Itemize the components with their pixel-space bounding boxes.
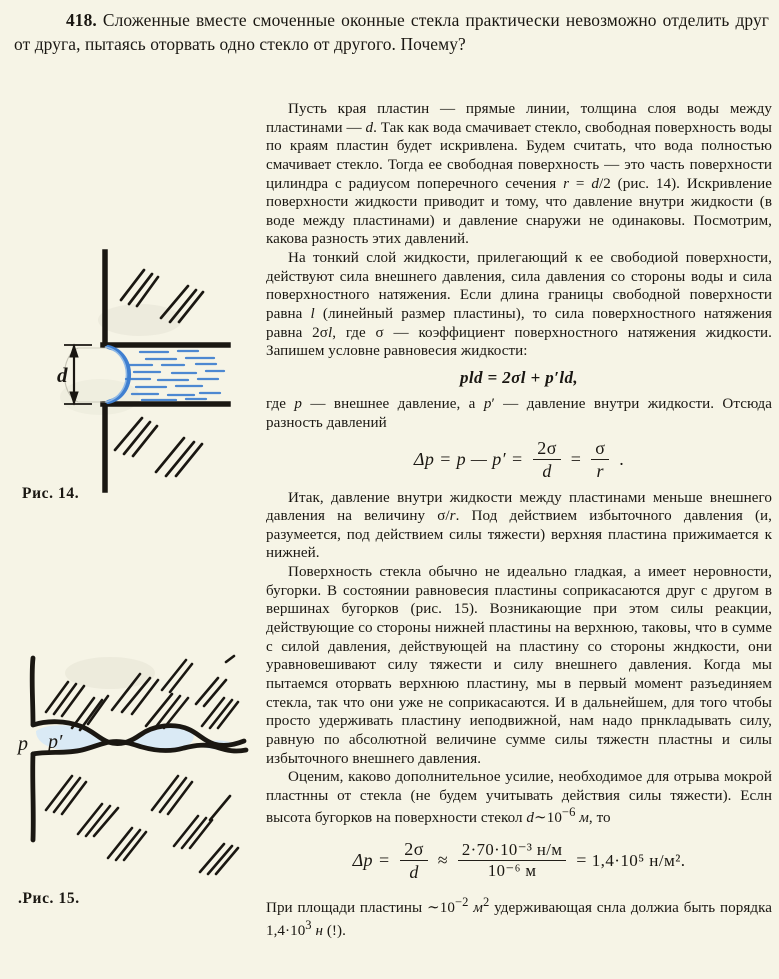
est-approx: ≈	[437, 849, 448, 870]
pd-period: .	[619, 449, 625, 470]
est-result: 1,4·10⁵ н/м².	[591, 850, 686, 870]
est-frac1-num: 2σ	[400, 839, 428, 861]
glass-hatching-lower	[115, 418, 202, 476]
est-frac1-den: d	[409, 862, 419, 883]
formula-estimate	[266, 840, 772, 883]
pd-lhs: Δp = p — p′ =	[413, 449, 524, 470]
label-p-prime: p′	[48, 731, 63, 753]
solution-paragraph-3: где p — внешнее давление, а p′ — давление внутри жидкости. Отсюда разность давлений	[266, 395, 772, 431]
figure-15	[0, 628, 258, 886]
figure-14	[0, 222, 258, 502]
pd-eq: =	[570, 449, 582, 470]
glass-hatching-lower-15	[46, 776, 238, 874]
est-lhs: Δp =	[352, 849, 391, 870]
formula-equilibrium: pld = 2σl + p′ld,	[459, 367, 579, 387]
pd-frac2-den: r	[596, 461, 604, 482]
pd-frac2-num: σ	[591, 438, 609, 460]
solution-paragraph-1: Пусть края пластин — прямые линии, толщина слоя воды между пластинами — d. Так как вода смачивает стекло, свободная поверхность воды по краям пластин будет искривлена. Будем считать, что вода полностью смачивает стекло. Тогда ее свободная поверхность — это часть поверхности цилиндра с радиусом поперечного сечения r = d/2 (рис. 14). Искривление поверхности жидкости приводит и тому, что давление внутри жидкости (в воде между пластинами) и давление снаружи не одинаковы. Посмотрим, какова разность этих давлений.	[266, 101, 772, 248]
lower-plate-rough	[33, 741, 246, 840]
est-frac-2	[458, 841, 566, 881]
est-frac2-num: 2·70·10⁻³ н/м	[458, 841, 566, 862]
pd-frac1-num: 2σ	[533, 438, 561, 460]
solution-paragraph-6: Оценим, каково дополнительное усилие, необходимое для отрыва мокрой пластнны от стекла (не будем учитывать действия силы тяжести). Еслн высота бугорков на поверхности стекол $d\sim 10^{-6}$ м, то	[266, 769, 772, 827]
solution-paragraph-7: При площади пластины $\sim 10^{-2}$ $м^2$ удерживающая снла должиа быть порядка $1,4\cdot 10^3$ н (!).	[266, 895, 772, 940]
solution-paragraph-4: Итак, давление внутри жидкости между пластинами меньше внешнего давления на величину σ/r. Под действием избыточного давления (и, разумеется, под действием силы тяжести) верхняя пластина прижимается к нижней.	[266, 489, 772, 562]
solution-column	[266, 100, 772, 941]
pd-frac1-den: d	[542, 461, 552, 482]
solution-paragraph-5: Поверхность стекла обычно не идеально гладкая, а имеет неровности, бугорки. В состоянии равновесия пластины соприкасаются друг с другом в вершинах бугорков (рис. 15). Возникающие при этом силы реакции, действующие со стороны нижней пластины на верхнюю, таковы, что в сумме с силой давления, действующей на пластину со стороны жндкости, они уравновешивают силу тяжести и силу внешнего давления. Когда мы пытаемся оторвать верхнюю пластину, мы в первый момент разъединяем стекла, так что они уже не соприкасаются. И в дальнейшем, для того чтобы просто удерживать пластину иеподвижной, нам надо прнкладывать силу, равную по абсолютной величине сумме силы тяжестн пластны и силы избыточного внешнего давления.	[266, 564, 772, 767]
label-p: p	[18, 733, 28, 755]
est-eq: =	[576, 849, 587, 870]
pd-frac-2	[591, 438, 609, 481]
pd-frac-1	[533, 438, 561, 481]
est-frac2-den: 10⁻⁶ м	[487, 861, 537, 881]
label-d: d	[57, 363, 68, 387]
problem-text: Сложенные вместе смоченные оконные стекла практически невозможно отделить друг от друга, пытаясь оторвать одно стекло от другого. Почему?	[14, 10, 769, 55]
formula-pressure-difference	[266, 439, 772, 482]
problem-statement	[14, 8, 769, 57]
figure-14-caption: Рис. 14.	[22, 485, 80, 502]
est-frac-1	[400, 839, 428, 882]
problem-number: 418.	[66, 10, 97, 30]
solution-paragraph-2: На тонкий слой жидкости, прилегающий к ее свободиой поверхности, действуют сила внешнего давления, сила давления со стороны воды и сила поверхностного натяжения. Если длина границы свободной поверхности равна l (линейный размер пластины), то сила поверхностного натяжения равна 2σl, где σ — коэффициент поверхностного натяжения жидкости. Запишем условне равновесия жидкости:	[266, 250, 772, 360]
figure-15-caption: .Рис. 15.	[18, 890, 80, 907]
